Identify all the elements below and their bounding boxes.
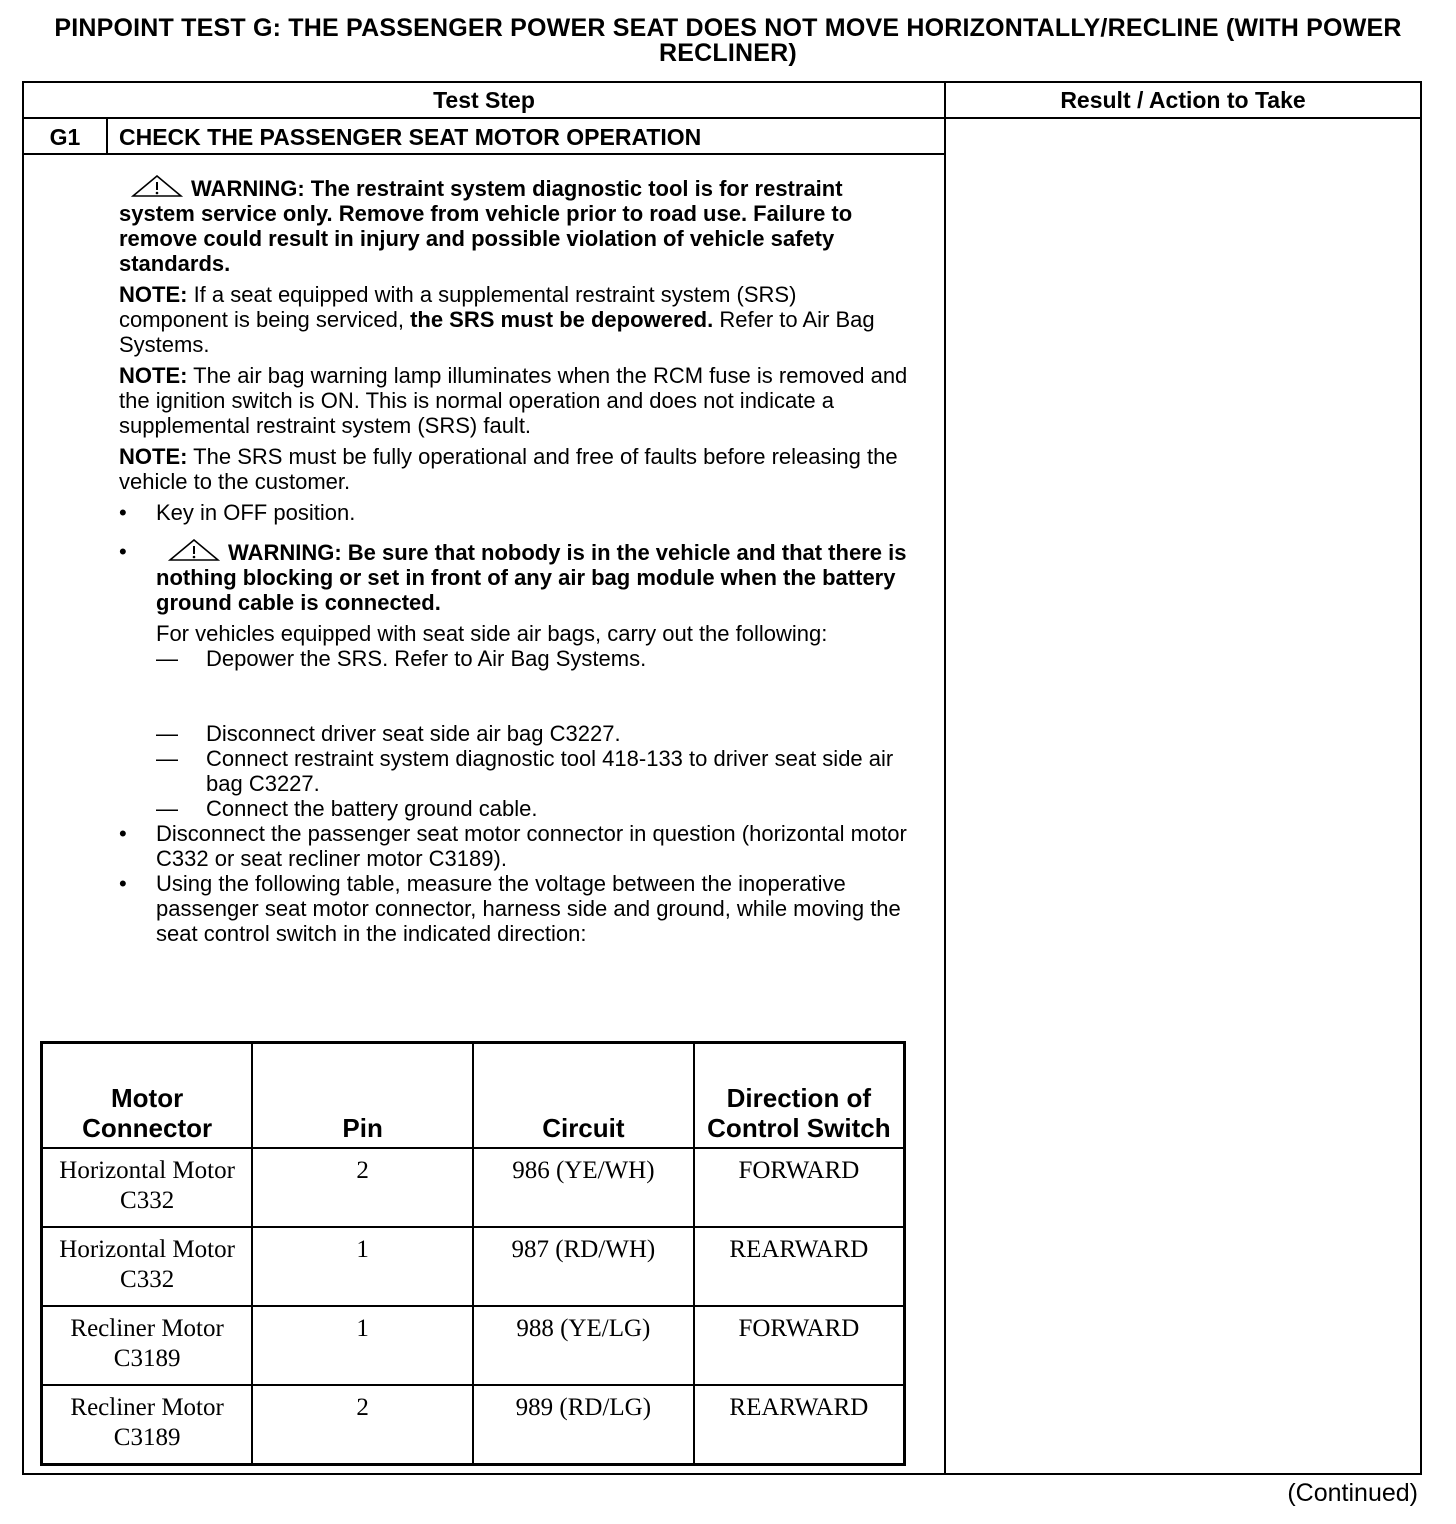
cell-connector: Horizontal Motor C332 [42,1227,253,1306]
warning-text-2: WARNING: Be sure that nobody is in the vehicle and that there is nothing blocking or set in front of any air bag module when the battery ground cable is connected. [156,540,907,615]
step-title: CHECK THE PASSENGER SEAT MOTOR OPERATION [119,124,702,150]
sub-step-connect-tool: — Connect restraint system diagnostic tool 418-133 to driver seat side air bag C3227. [156,746,894,796]
step-body [119,175,909,946]
col-pin: Pin [252,1043,473,1149]
cell-direction: FORWARD [694,1306,905,1385]
table-row [42,1385,905,1465]
cell-pin: 1 [252,1227,473,1306]
col-direction: Direction of Control Switch [694,1043,905,1149]
cell-circuit: 989 (RD/LG) [473,1385,694,1465]
note-1: NOTE: If a seat equipped with a supplemental restraint system (SRS) component is being serviced, the SRS must be depowered. Refer to Air Bag Systems. [119,282,875,357]
table-row [42,1306,905,1385]
bullet-disconnect-motor: • Disconnect the passenger seat motor connector in question (horizontal motor C332 or seat recliner motor C3189). [119,821,907,871]
warning-block-1 [119,175,909,276]
warning-follow-text: For vehicles equipped with seat side air bags, carry out the following: [156,621,828,646]
voltage-measurement-table [40,1041,906,1466]
cell-circuit: 988 (YE/LG) [473,1306,694,1385]
pinpoint-test-table [22,81,1422,1475]
warning-block-2 [156,539,909,615]
cell-direction: REARWARD [694,1227,905,1306]
col-circuit: Circuit [473,1043,694,1149]
step-id: G1 [49,124,81,150]
step-id-divider [106,119,108,155]
column-divider [944,83,946,1473]
bullet-key-off: • Key in OFF position. [119,500,356,525]
cell-connector: Recliner Motor C3189 [42,1306,253,1385]
sub-step-depower: — Depower the SRS. Refer to Air Bag Systems. [156,646,647,671]
cell-circuit: 987 (RD/WH) [473,1227,694,1306]
bullet-warning-2: • WARNING: Be sure that nobody is in the vehicle and that there is nothing blocking or set in front of any air bag module when the battery ground cable is connected. For vehicles equipped with seat side air bags, carry out the following: — Depower the SRS. Refer to Air Bag Systems. — Disconnect driver seat side air bag C3227. — Connect restraint system diagnostic tool 418-133 to driver seat side air bag C3227. — Connect the battery ground cable. [119,539,909,821]
warning-triangle-icon [168,539,220,561]
note-3: NOTE: The SRS must be fully operational and free of faults before releasing the vehicle to the customer. [119,444,898,494]
warning-text-1: WARNING: The restraint system diagnostic tool is for restraint system service only. Remove from vehicle prior to road use. Failure to remove could result in injury and possible violation of vehicle safety standards. [119,176,853,276]
warning-triangle-icon [131,175,183,197]
col-motor-connector: Motor Connector [42,1043,253,1149]
cell-pin: 2 [252,1385,473,1465]
cell-direction: FORWARD [694,1148,905,1227]
header-test-step: Test Step [433,87,535,113]
sub-step-disconnect-airbag: — Disconnect driver seat side air bag C3227. [156,721,621,746]
sub-step-connect-battery: — Connect the battery ground cable. [156,796,538,821]
step-divider [24,153,944,155]
table-row [42,1148,905,1227]
cell-circuit: 986 (YE/WH) [473,1148,694,1227]
cell-connector: Recliner Motor C3189 [42,1385,253,1465]
cell-connector: Horizontal Motor C332 [42,1148,253,1227]
page-title: PINPOINT TEST G: THE PASSENGER POWER SEAT DOES NOT MOVE HORIZONTALLY/RECLINE (WITH POWER RECLINER) [54,14,1402,67]
cell-pin: 1 [252,1306,473,1385]
table-header-row [42,1043,905,1149]
continued-label: (Continued) [1287,1479,1418,1507]
bullet-measure-voltage: • Using the following table, measure the voltage between the inoperative passenger seat motor connector, harness side and ground, while moving the seat control switch in the indicated direction: [119,871,901,946]
note-2: NOTE: The air bag warning lamp illuminates when the RCM fuse is removed and the ignition switch is ON. This is normal operation and does not indicate a supplemental restraint system (SRS) fault. [119,363,908,438]
header-result-action: Result / Action to Take [1060,87,1306,113]
table-row [42,1227,905,1306]
cell-pin: 2 [252,1148,473,1227]
cell-direction: REARWARD [694,1385,905,1465]
